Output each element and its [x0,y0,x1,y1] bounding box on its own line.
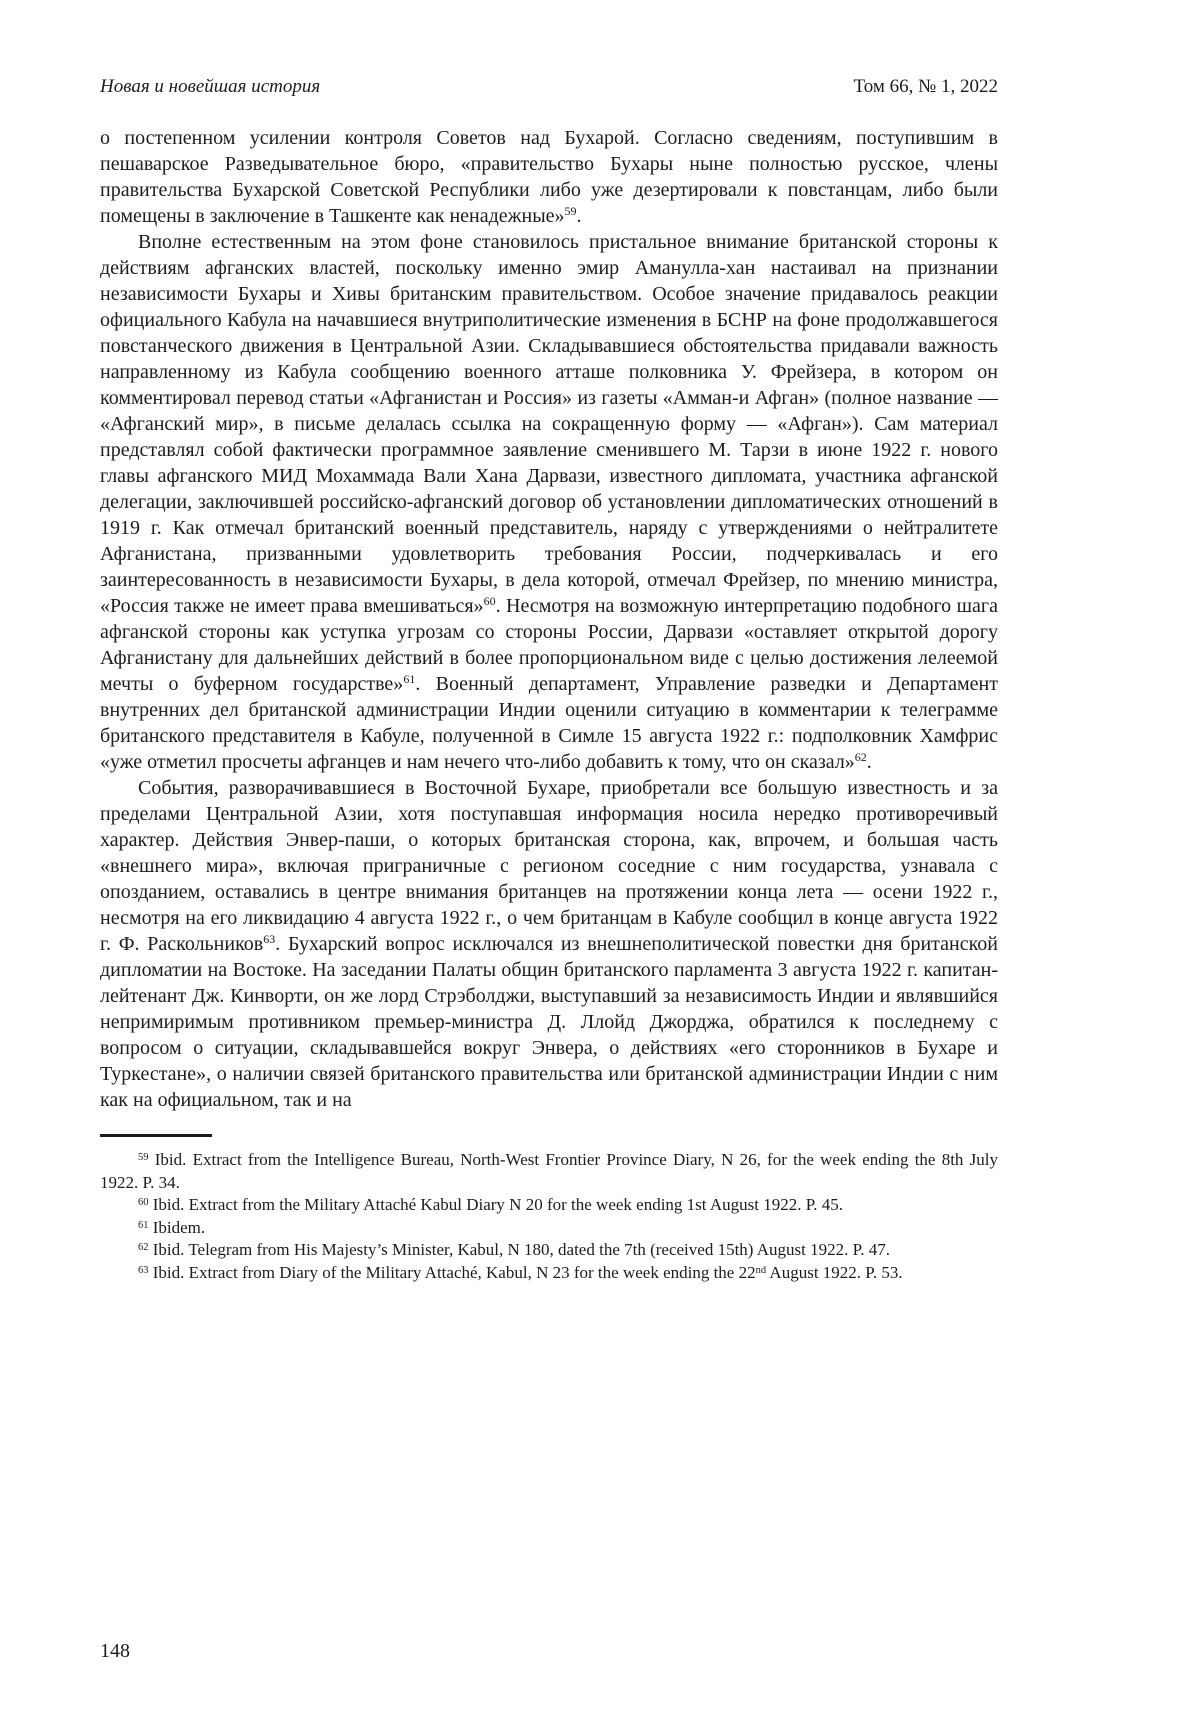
paragraph: События, разворачивавшиеся в Восточной Бухаре, приобретали все большую известность и за пределами Центральной Азии, хотя поступавшая информация носила нередко противоречивый характер. Действия Энвер-паши, о которых британская сторона, как, впрочем, и большая часть «внешнего мира», включая приграничные с регионом соседние с ним государства, узнавала с опозданием, оставались в центре внимания британцев на протяжении конца лета — осени 1922 г., несмотря на его ликвидацию 4 августа 1922 г., о чем британцам в Кабуле сообщил в конце августа 1922 г. Ф. Раскольников$^{63}$. Бухарский вопрос исключался из внешнеполитической повестки дня британской дипломатии на Востоке. На заседании Палаты общин британского парламента 3 августа 1922 г. капитан-лейтенант Дж. Кинворти, он же лорд Стрэболджи, выступавший за независимость Индии и являвшийся непримиримым противником премьер-министра Д. Ллойд Джорджа, обратился к последнему с вопросом о ситуации, складывавшейся вокруг Энвера, о действиях «его сторонников в Бухаре и Туркестане», о наличии связей британского правительства или британской администрации Индии с ним как на официальном, так и на [100,777,999,1111]
footnote-ref: 59 [564,204,577,218]
article-body [100,125,998,1113]
footnote-ref: 61 [403,672,416,686]
issue-volume-info: Том 66, № 1, 2022 [853,76,998,97]
footnote-ref: 62 [138,1242,149,1253]
footnotes-list [100,1149,998,1284]
footnote-ref: 63 [263,932,276,946]
footnote-ref: 61 [138,1219,149,1231]
footnote-ref: 60 [138,1197,149,1208]
journal-title: Новая и новейшая история [100,76,321,97]
footnote-ref: nd [755,1264,767,1276]
footnote-block [100,1134,998,1284]
footnote-59: $^{59}$ Ibid. Extract from the Intelligence Bureau, North-West Frontier Province Diary, N 26, for the week ending the 8th July 1922. P. 34. [100,1150,998,1192]
footnote-ref: 62 [854,750,867,764]
paragraph: Вполне естественным на этом фоне становилось пристальное внимание британской стороны к действиям афганских властей, поскольку именно эмир Аманулла-хан настаивал на признании независимости Бухары и Хивы британским правительством. Особое значение придавалось реакции официального Кабула на начавшиеся внутриполитические изменения в БСНР на фоне продолжавшегося повстанческого движения в Центральной Азии. Складывавшиеся обстоятельства придавали важность направленному из Кабула сообщению военного атташе полковника У. Фрейзера, в котором он комментировал перевод статьи «Афганистан и Россия» из газеты «Амман-и Афган» (полное название — «Афганский мир», в письме делалась ссылка на сокращенную форму — «Афган»). Сам материал представлял собой фактически программное заявление сменившего М. Тарзи в июне 1922 г. нового главы афганского МИД Мохаммада Вали Хана Дарвази, известного дипломата, участника афганской делегации, заключившей российско-афганский договор об установлении дипломатических отношений в 1919 г. Как отмечал британский военный представитель, наряду с утверждениями о нейтралитете Афганистана, призванными удовлетворить требования России, подчеркивалась и его заинтересованность в независимости Бухары, в дела которой, отмечал Фрейзер, по мнению министра, «Россия также не имеет права вмешиваться»$^{60}$. Несмотря на возможную интерпретацию подобного шага афганской стороны как уступка угрозам со стороны России, Дарвази «оставляет открытой дорогу Афганистану для дальнейших действий в более пропорциональном виде с целью достижения лелеемой мечты о буферном государстве»$^{61}$. Военный департамент, Управление разведки и Департамент внутренних дел британской администрации Индии оценили ситуацию в комментарии к телеграмме британского представителя в Кабуле, полученной в Симле 15 августа 1922 г.: подполковник Хамфрис «уже отметил просчеты афганцев и нам нечего что-либо добавить к тому, что он сказал»$^{62}$. [100,231,998,773]
footnote-ref: 59 [138,1152,149,1163]
paragraph-continuation: о постепенном усилении контроля Советов над Бухарой. Согласно сведениям, поступившим в пешаварское Разведывательное бюро, «правительство Бухары ныне полностью русское, члены правительства Бухарской Советской Республики либо уже дезертировали к повстанцам, либо были помещены в заключение в Ташкенте как ненадежные»$^{59}$. [100,127,998,227]
footnote-62: $^{62}$ Ibid. Telegram from His Majesty’s Minister, Kabul, N 180, dated the 7th (received 15th) August 1922. P. 47. [138,1240,890,1259]
footnote-61: $^{61}$ Ibidem. [138,1217,206,1237]
footnote-separator-rule [100,1134,212,1137]
footnote-ref: 63 [138,1264,149,1276]
footnote-60: $^{60}$ Ibid. Extract from the Military Attaché Kabul Diary N 20 for the week ending 1st August 1922. P. 45. [138,1195,844,1214]
page-number: 148 [100,1640,130,1662]
footnote-63: $^{63}$ Ibid. Extract from Diary of the Military Attaché, Kabul, N 23 for the week ending the 22nd August 1922. P. 53. [138,1262,903,1282]
footnote-ref: 60 [483,594,496,608]
running-header [100,76,998,98]
